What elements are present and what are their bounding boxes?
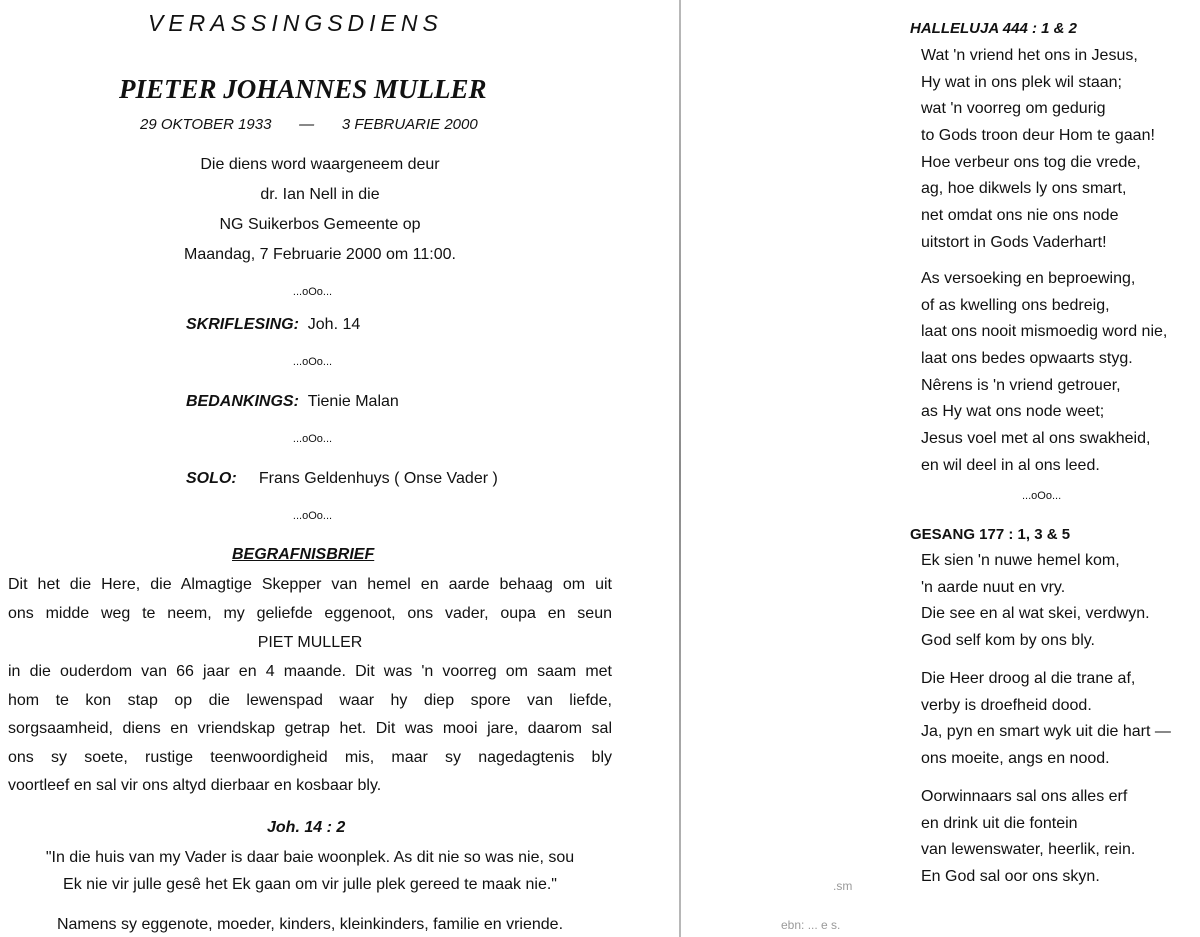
verse-line: Hy wat in ons plek wil staan; — [921, 73, 1122, 91]
letter-line: sorgsaamheid, diens en vriendskap getrap het. Dit was mooi jare, daarom sal — [8, 720, 612, 737]
verse-line: Die Heer droog al die trane af, — [921, 670, 1136, 687]
bleed-through-mark: ebn: ... e s. — [781, 918, 841, 932]
verse-line: Jesus voel met al ons swakheid, — [921, 430, 1151, 448]
verse-line: en wil deel in al ons leed. — [921, 456, 1100, 474]
letter-name: PIET MULLER — [257, 634, 363, 651]
verse-line: God self kom by ons bly. — [921, 632, 1095, 650]
life-dates — [140, 116, 478, 133]
separator: ...oOo... — [292, 286, 333, 298]
solo — [186, 470, 498, 488]
verse-line: En God sal oor ons skyn. — [921, 868, 1100, 886]
verse-line: ag, hoe dikwels ly ons smart, — [921, 180, 1127, 198]
scripture-reading — [186, 316, 360, 334]
death-date: 3 FEBRUARIE 2000 — [341, 116, 478, 133]
bleed-through-mark: .sm — [833, 879, 853, 893]
solo-value: Frans Geldenhuys ( Onse Vader ) — [258, 470, 498, 487]
letter-heading-text: BEGRAFNISBRIEF — [232, 546, 375, 563]
verse-line: Nêrens is 'n vriend getrouer, — [921, 376, 1121, 394]
verse-line: "In die huis van my Vader is daar baie woonplek. As dit nie so was nie, sou — [45, 849, 575, 866]
hymn2-verse1 — [921, 548, 1150, 655]
verse-line: as Hy wat ons node weet; — [921, 403, 1105, 421]
verse-line: As versoeking en beproewing, — [921, 270, 1136, 287]
thanks — [186, 393, 399, 411]
deceased-name: PIETER JOHANNES MULLER — [119, 74, 487, 104]
scripture-label: SKRIFLESING: — [186, 316, 299, 333]
verse-line: laat ons nooit mismoedig word nie, — [921, 323, 1168, 341]
hymn2-title: GESANG 177 : 1, 3 & 5 — [910, 526, 1071, 543]
verse-reference — [267, 819, 345, 837]
separator: ...oOo... — [292, 510, 333, 522]
service-title: VERASSINGSDIENS — [148, 10, 443, 36]
thanks-label: BEDANKINGS: — [186, 393, 299, 410]
letter-line: ons sy soete, rustige teenwoordigheid mis, maar sy nagedagtenis bly — [8, 749, 612, 766]
letter-line: in die ouderdom van 66 jaar en 4 maande. Dit was 'n voorreg om saam met — [8, 663, 612, 680]
separator: ...oOo... — [292, 433, 333, 445]
letter-line: voortleef en sal vir ons altyd dierbaar en kosbaar bly. — [8, 777, 382, 794]
verse-line: to Gods troon deur Hom te gaan! — [921, 127, 1155, 145]
separator: ...oOo... — [292, 356, 333, 368]
verse-line: en drink uit die fontein — [921, 814, 1078, 832]
hymn2-verse3 — [921, 784, 1135, 891]
closing-line: Namens sy eggenote, moeder, kinders, kleinkinders, familie en vriende. — [56, 916, 564, 933]
hymn1-verse1 — [921, 43, 1155, 257]
hymn1-verse2 — [921, 266, 1167, 480]
right-page — [681, 0, 1200, 937]
verse-line: Ek nie vir julle gesê het Ek gaan om vir julle plek gereed te maak nie." — [63, 876, 557, 893]
verse-line: of as kwelling ons bedreig, — [921, 296, 1110, 314]
verse-line: 'n aarde nuut en vry. — [921, 578, 1066, 596]
verse-line: Wat 'n vriend het ons in Jesus, — [921, 47, 1138, 64]
hymn1-title: HALLELUJA 444 : 1 & 2 — [910, 20, 1077, 37]
birth-date: 29 OKTOBER 1933 — [140, 116, 272, 133]
verse-line: laat ons bedes opwaarts styg. — [921, 350, 1133, 368]
verse-line: van lewenswater, heerlik, rein. — [921, 841, 1136, 859]
verse-line: Die see en al wat skei, verdwyn. — [921, 605, 1150, 623]
verse-line: Hoe verbeur ons tog die vrede, — [921, 153, 1141, 171]
date-separator: — — [299, 116, 315, 133]
service-info-line: Maandag, 7 Februarie 2000 om 11:00. — [184, 246, 456, 263]
verse-line: verby is droefheid dood. — [921, 696, 1092, 714]
verse-reference-text: Joh. 14 : 2 — [267, 819, 346, 836]
letter-heading — [232, 546, 374, 564]
verse-line: uitstort in Gods Vaderhart! — [921, 233, 1107, 251]
letter-line: hom te kon stap op die lewenspad waar hy diep spore van liefde, — [8, 692, 612, 709]
service-info-line: dr. Ian Nell in die — [260, 186, 380, 203]
verse-line: Oorwinnaars sal ons alles erf — [921, 788, 1128, 805]
separator: ...oOo... — [1022, 490, 1062, 502]
verse-line: ons moeite, angs en nood. — [921, 750, 1110, 768]
verse-line: Ja, pyn en smart wyk uit die hart — — [921, 723, 1171, 741]
scripture-value: Joh. 14 — [307, 316, 361, 333]
service-info-line: NG Suikerbos Gemeente op — [219, 216, 421, 233]
hymn2-verse2 — [921, 666, 1171, 773]
service-info-line: Die diens word waargeneem deur — [200, 156, 440, 173]
verse-line: Ek sien 'n nuwe hemel kom, — [921, 552, 1120, 569]
verse-line: wat 'n voorreg om gedurig — [921, 100, 1106, 118]
letter-line: Dit het die Here, die Almagtige Skepper van hemel en aarde behaag om uit — [8, 576, 612, 593]
thanks-value: Tienie Malan — [307, 393, 399, 410]
letter-line: ons midde weg te neem, my geliefde eggenoot, ons vader, oupa en seun — [8, 605, 612, 622]
verse-line: net omdat ons nie ons node — [921, 207, 1119, 225]
solo-label: SOLO: — [186, 470, 237, 487]
